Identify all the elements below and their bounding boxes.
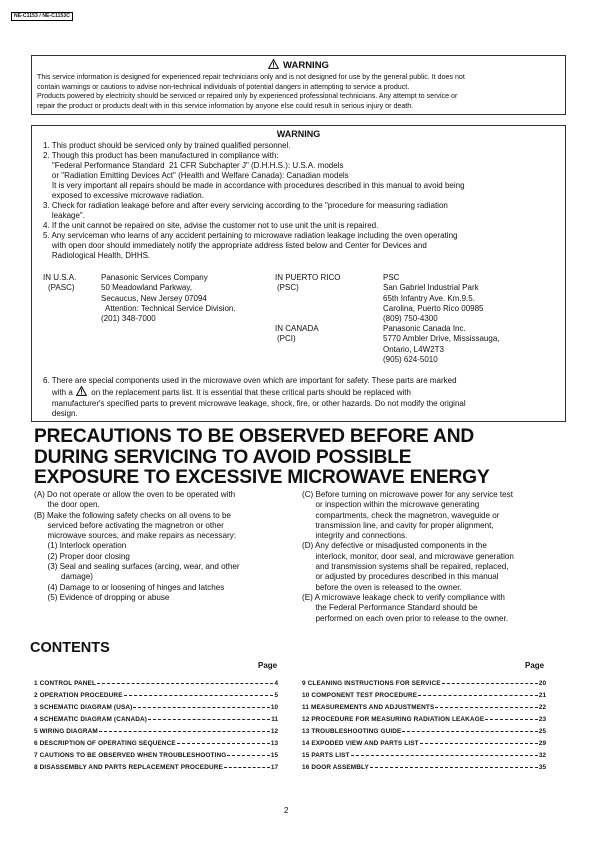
item-6: [43, 376, 466, 419]
toc-entry-parts-list[interactable]: [302, 749, 546, 761]
toc-entry-label: 4 SCHEMATIC DIAGRAM (CANADA): [34, 715, 148, 723]
precaution-line: (E) A microwave leakage check to verify compliance with: [302, 592, 505, 602]
precaution-line: compartments, check the magnetron, waveguide or: [302, 510, 500, 520]
warning-triangle-icon: [76, 386, 87, 399]
toc-entry-disassembly[interactable]: [34, 761, 278, 773]
precaution-line: the door open.: [34, 500, 100, 510]
warning-item: design.: [43, 409, 78, 418]
canada-sublabel: (PCI): [277, 334, 296, 343]
toc-leader: [177, 743, 270, 744]
address-line: Ontario, L4W2T3: [383, 344, 444, 354]
toc-entry-page: 23: [538, 715, 546, 723]
toc-entry-page: 20: [538, 679, 546, 687]
toc-entry-label: 6 DESCRIPTION OF OPERATING SEQUENCE: [34, 739, 176, 747]
precautions-heading-line: PRECAUTIONS TO BE OBSERVED BEFORE AND: [34, 426, 475, 447]
toc-entry-label: 16 DOOR ASSEMBLY: [302, 763, 369, 771]
toc-entry-label: 8 DISASSEMBLY AND PARTS REPLACEMENT PROCEDURE: [34, 763, 223, 771]
toc-leader: [97, 683, 273, 684]
usa-address: [101, 273, 236, 324]
toc-entry-page: 12: [270, 727, 278, 735]
warning-item: 5. Any serviceman who learns of any accident pertaining to microwave radiation leakage including the oven operating: [43, 231, 458, 240]
address-line: (201) 348-7000: [101, 314, 156, 324]
toc-entry-label: 9 CLEANING INSTRUCTIONS FOR SERVICE: [302, 679, 441, 687]
toc-leader: [133, 707, 269, 708]
toc-entry-operating-sequence[interactable]: [34, 737, 278, 749]
address-line: Panasonic Services Company: [101, 273, 208, 282]
toc-leader: [435, 707, 538, 708]
precaution-line: interlock, monitor, door seal, and microwave generation: [302, 551, 514, 561]
precaution-line: performed on each oven prior to release to the owner.: [302, 613, 509, 623]
toc-entry-door-assembly[interactable]: [302, 761, 546, 773]
warning-line: This service information is designed for experienced repair technicians only and is not designed for use by the general public. It does not: [37, 73, 465, 81]
precaution-line: damage): [34, 572, 93, 582]
puerto-rico-label: IN PUERTO RICO: [275, 273, 341, 282]
precaution-line: microwave sources, and make repairs as necessary:: [34, 531, 236, 541]
toc-entry-page: 15: [270, 751, 278, 759]
canada-address: [383, 324, 500, 365]
toc-entry-label: 15 PARTS LIST: [302, 751, 350, 759]
warning-item: exposed to excessive microwave radiation.: [43, 191, 204, 200]
toc-entry-radiation-leakage[interactable]: [302, 713, 546, 725]
toc-leader: [99, 731, 270, 732]
warning-line: Products powered by electricity should be serviced or repaired only by experienced professional technicians. Any attempt to service or: [37, 92, 458, 101]
warning-item: manufacturer's specified parts to prevent microwave leakage, shock, fire, or other hazards. Do not modify the original: [43, 399, 466, 408]
toc-left-column: [34, 677, 278, 773]
toc-entry-page: 22: [538, 703, 546, 711]
toc-entry-label: 3 SCHEMATIC DIAGRAM (USA): [34, 703, 133, 711]
toc-entry-page: 11: [271, 715, 278, 723]
address-line: (809) 750-4300: [383, 314, 438, 324]
toc-entry-wiring-diagram[interactable]: [34, 725, 278, 737]
precautions-heading-line: DURING SERVICING TO AVOID POSSIBLE: [34, 446, 412, 468]
precaution-line: (D) Any defective or misadjusted components in the: [302, 541, 487, 551]
toc-leader: [402, 731, 537, 732]
safety-warning-heading: WARNING: [276, 129, 321, 139]
contents-title: CONTENTS: [30, 640, 110, 656]
warning-heading: WARNING: [32, 59, 565, 72]
address-line: (905) 624-5010: [383, 354, 438, 364]
toc-leader: [351, 755, 538, 756]
precaution-line: (2) Proper door closing: [34, 551, 130, 561]
precaution-line: serviced before activating the magnetron or other: [34, 520, 224, 530]
warning-line: repair the product or products dealt with in this service information by anyone else could result in serious injury or death.: [37, 101, 414, 110]
precaution-line: or adjusted by procedures described in this manual: [302, 572, 499, 582]
toc-entry-page: 29: [538, 739, 546, 747]
toc-leader: [420, 743, 538, 744]
warning-item: 2. Though this product has been manufactured in compliance with:: [43, 151, 279, 160]
safety-warning-box: [31, 125, 566, 422]
item-6-prefix: with a: [43, 388, 73, 397]
toc-entry-label: 13 TROUBLESHOOTING GUIDE: [302, 727, 402, 735]
warning-item: 4. If the unit cannot be repaired on site, advise the customer not to use unit the unit is repaired.: [43, 221, 379, 230]
toc-entry-label: 14 EXPODED VIEW AND PARTS LIST: [302, 739, 419, 747]
address-line: PSC: [383, 273, 400, 282]
precautions-left-column: [34, 490, 240, 603]
warning-triangle-icon: [268, 59, 279, 72]
precaution-line: the Federal Performance Standard should be: [302, 603, 478, 613]
address-line: San Gabriel Industrial Park: [383, 283, 479, 293]
warning-line: contain warnings or cautions to advise non-technical individuals of potential dangers in attempting to service a product.: [37, 82, 410, 91]
warning-item: [43, 386, 466, 399]
warning-item: leakage".: [43, 211, 85, 220]
toc-entry-page: 13: [270, 739, 278, 747]
toc-entry-operation-procedure[interactable]: [34, 689, 278, 701]
warning-item: 3. Check for radiation leakage before and after every servicing according to the "procedure for measuring radiation: [43, 201, 448, 210]
address-line: Carolina, Puerto Rico 00985: [383, 303, 484, 313]
toc-entry-page: 5: [274, 691, 278, 699]
toc-entry-cleaning[interactable]: [302, 677, 546, 689]
address-line: 65th Infantry Ave. Km.9.5.: [383, 293, 475, 303]
toc-entry-page: 4: [274, 679, 278, 687]
warning-item: Radiological Health, DHHS.: [43, 251, 151, 260]
toc-leader: [418, 695, 538, 696]
address-line: Panasonic Canada Inc.: [383, 324, 466, 333]
precaution-line: (A) Do not operate or allow the oven to be operated with: [34, 490, 236, 499]
precaution-line: (B) Make the following safety checks on all ovens to be: [34, 510, 232, 520]
toc-entry-schematic-usa[interactable]: [34, 701, 278, 713]
toc-entry-page: 32: [538, 751, 546, 759]
precaution-line: transmission line, and cavity for proper alignment,: [302, 520, 494, 530]
toc-right-column: [302, 677, 546, 773]
toc-entry-label: 1 CONTROL PANEL: [34, 679, 97, 687]
toc-entry-label: 2 OPERATION PROCEDURE: [34, 691, 123, 699]
safety-warning-list: [43, 141, 565, 261]
page-column-label-left: Page: [258, 661, 278, 670]
toc-leader: [227, 755, 270, 756]
toc-entry-label: 12 PROCEDURE FOR MEASURING RADIATION LEAKAGE: [302, 715, 485, 723]
toc-entry-control-panel[interactable]: [34, 677, 278, 689]
puerto-rico-sublabel: (PSC): [277, 283, 299, 292]
precautions-heading-line: EXPOSURE TO EXCESSIVE MICROWAVE ENERGY: [34, 467, 490, 488]
toc-entry-troubleshooting-guide[interactable]: [302, 725, 546, 737]
toc-entry-component-test[interactable]: [302, 689, 546, 701]
precaution-line: (4) Damage to or loosening of hinges and latches: [34, 582, 225, 592]
precaution-line: (5) Evidence of dropping or abuse: [34, 592, 170, 602]
toc-entry-label: 5 WIRING DIAGRAM: [34, 727, 98, 735]
precaution-line: or inspection within the microwave generating: [302, 500, 480, 510]
precaution-line: integrity and connections.: [302, 531, 408, 541]
precaution-line: (1) Interlock operation: [34, 541, 127, 551]
warning-item: with open door should immediately notify the appropriate address listed below and Center for Devices and: [43, 241, 427, 250]
page-number: 2: [284, 806, 289, 815]
warning-item: "Federal Performance Standard 21 CFR Subchapter J" (D.H.H.S.): U.S.A. models: [43, 161, 344, 170]
toc-entry-label: 7 CAUTIONS TO BE OBSERVED WHEN TROUBLESHOOTING: [34, 751, 227, 759]
address-line: Secaucus, New Jersey 07094: [101, 293, 207, 303]
toc-leader: [370, 767, 538, 768]
toc-leader: [124, 695, 274, 696]
toc-entry-exploded-view[interactable]: [302, 737, 546, 749]
item-6-suffix: on the replacement parts list. It is essential that these critical parts should be replaced with: [86, 388, 411, 397]
toc-entry-label: 10 COMPONENT TEST PROCEDURE: [302, 691, 418, 699]
page-column-label-right: Page: [525, 661, 545, 670]
precaution-line: and transmission systems shall be repaired, replaced,: [302, 562, 509, 572]
precaution-line: (3) Seal and sealing surfaces (arcing, wear, and other: [34, 562, 240, 572]
usa-sublabel: (PASC): [48, 283, 75, 292]
warning-item: 1. This product should be serviced only by trained qualified personnel.: [43, 141, 291, 150]
toc-entry-page: 25: [538, 727, 546, 735]
warning-item: or "Radiation Emitting Devices Act" (Health and Welfare Canada): Canadian models: [43, 171, 349, 180]
precaution-line: before the oven is released to the owner.: [302, 582, 462, 592]
address-line: 50 Meadowland Parkway,: [101, 283, 193, 293]
toc-entry-page: 35: [538, 763, 546, 771]
toc-entry-page: 17: [270, 763, 278, 771]
toc-entry-label: 11 MEASUREMENTS AND ADJUSTMENTS: [302, 703, 435, 711]
toc-entry-troubleshooting-cautions[interactable]: [34, 749, 278, 761]
toc-leader: [442, 683, 538, 684]
canada-label: IN CANADA: [275, 324, 319, 333]
puerto-rico-address: [383, 273, 484, 324]
toc-entry-measurements[interactable]: [302, 701, 546, 713]
toc-entry-page: 21: [538, 691, 546, 699]
toc-entry-schematic-canada[interactable]: [34, 713, 278, 725]
usa-label: IN U.S.A.: [43, 273, 77, 282]
warning-item: It is very important all repairs should be made in accordance with procedures described in this manual to avoid being: [43, 181, 465, 190]
address-line: Attention: Technical Service Division.: [101, 303, 236, 313]
warning-box: [31, 55, 566, 115]
toc-leader: [485, 719, 538, 720]
address-line: 5770 Ambler Drive, Mississauga,: [383, 334, 500, 344]
toc-leader: [148, 719, 270, 720]
model-tag: NE-C1153 / NE-C1153C: [11, 12, 73, 21]
precautions-heading: [34, 427, 489, 489]
precaution-line: (C) Before turning on microwave power for any service test: [302, 490, 513, 499]
precautions-right-column: [302, 490, 514, 624]
warning-body: [37, 73, 565, 111]
toc-leader: [224, 767, 270, 768]
toc-entry-page: 10: [270, 703, 278, 711]
warning-item: 6. There are special components used in the microwave oven which are important for safety. These parts are marked: [43, 376, 457, 385]
